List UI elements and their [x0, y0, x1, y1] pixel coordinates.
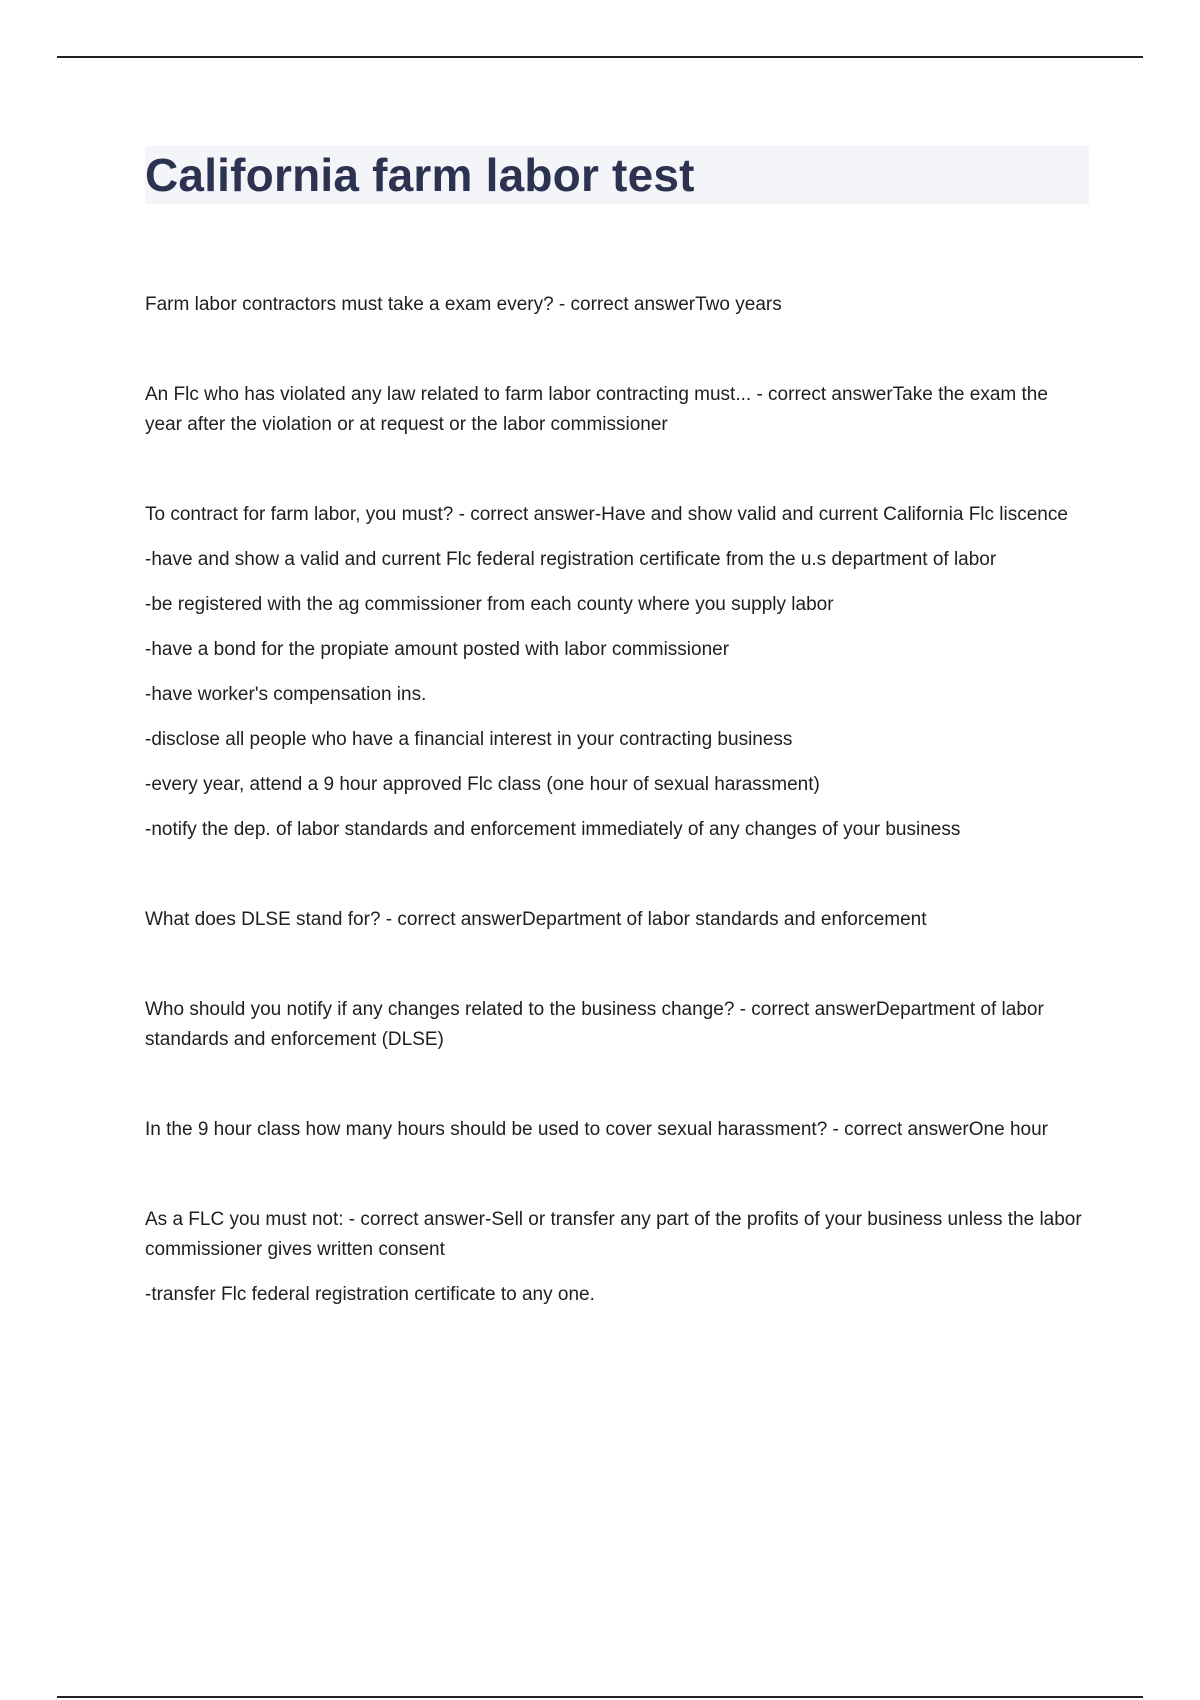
qa-extra-line: -transfer Flc federal registration certificate to any one. [145, 1284, 595, 1305]
header-rule [57, 56, 1143, 58]
qa-item [145, 1115, 1089, 1145]
qa-list [145, 290, 1089, 1310]
qa-item [145, 995, 1089, 1055]
qa-item [145, 500, 1089, 845]
qa-extra-line: -every year, attend a 9 hour approved Flc class (one hour of sexual harassment) [145, 774, 820, 795]
qa-item [145, 1205, 1089, 1310]
document-body [145, 146, 1089, 1370]
qa-text: An Flc who has violated any law related to farm labor contracting must... - correct answerTake the exam the year after the violation or at request or the labor commissioner [145, 384, 1048, 435]
qa-item [145, 380, 1089, 440]
qa-prohibitions-list [145, 1280, 1089, 1310]
qa-text: To contract for farm labor, you must? - correct answer-Have and show valid and current California Flc liscence [145, 504, 1068, 525]
qa-item [145, 905, 1089, 935]
qa-text: Who should you notify if any changes related to the business change? - correct answerDepartment of labor standards and enforcement (DLSE) [145, 999, 1044, 1050]
title-banner [145, 146, 1089, 204]
page-title: California farm labor test [145, 149, 695, 201]
qa-requirements-list [145, 545, 1089, 845]
qa-extra-line: -have worker's compensation ins. [145, 684, 427, 705]
qa-text: In the 9 hour class how many hours should be used to cover sexual harassment? - correct answerOne hour [145, 1119, 1048, 1140]
qa-text: As a FLC you must not: - correct answer-Sell or transfer any part of the profits of your business unless the labor commissioner gives written consent [145, 1209, 1082, 1260]
qa-text: What does DLSE stand for? - correct answerDepartment of labor standards and enforcement [145, 909, 927, 930]
qa-extra-line: -disclose all people who have a financial interest in your contracting business [145, 729, 793, 750]
qa-extra-line: -have and show a valid and current Flc federal registration certificate from the u.s department of labor [145, 549, 997, 570]
qa-extra-line: -have a bond for the propiate amount posted with labor commissioner [145, 639, 730, 660]
qa-extra-line: -be registered with the ag commissioner from each county where you supply labor [145, 594, 834, 615]
qa-extra-line: -notify the dep. of labor standards and enforcement immediately of any changes of your business [145, 819, 961, 840]
footer-rule [57, 1696, 1143, 1698]
qa-text: Farm labor contractors must take a exam every? - correct answerTwo years [145, 294, 782, 315]
qa-item [145, 290, 1089, 320]
